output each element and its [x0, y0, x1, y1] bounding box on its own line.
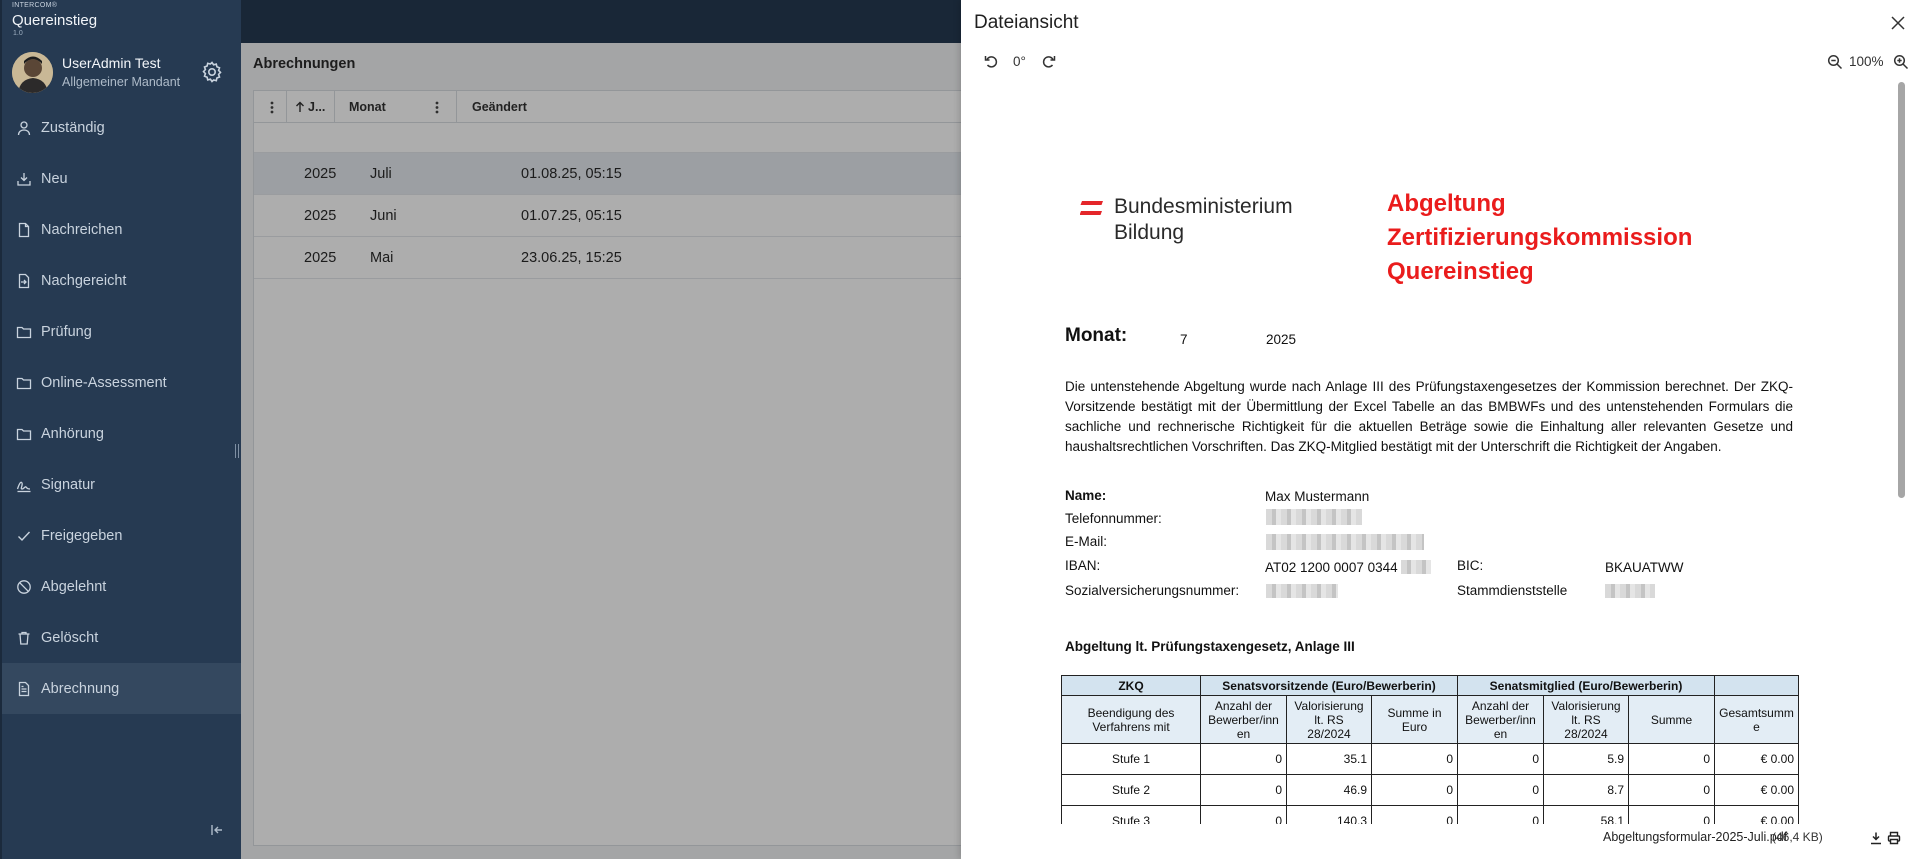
- user-name: UserAdmin Test: [62, 55, 161, 71]
- cell: 0: [1629, 744, 1715, 775]
- sidebar-item-label: Zuständig: [41, 119, 105, 136]
- cell: Stufe 2: [1062, 775, 1201, 806]
- cell: 0: [1458, 806, 1544, 825]
- cell: 0: [1372, 806, 1458, 825]
- cell: 0: [1201, 806, 1287, 825]
- brand-vendor: INTERCOM®: [12, 2, 58, 9]
- email-label: E-Mail:: [1065, 534, 1108, 549]
- group-header: [1715, 676, 1799, 696]
- zoom-value: 100%: [1849, 54, 1884, 69]
- rotate-left-icon[interactable]: [983, 53, 1001, 71]
- sidebar-item-label: Prüfung: [41, 323, 92, 340]
- pdf-page: [1042, 82, 1842, 824]
- sidebar-item-label: Nachgereicht: [41, 272, 127, 289]
- cell-jahr: 2025: [304, 250, 337, 266]
- download-icon[interactable]: [1869, 831, 1883, 845]
- page-title: Abrechnungen: [253, 56, 356, 72]
- bic-value: BKAUATWW: [1605, 560, 1684, 575]
- cell: 0: [1458, 775, 1544, 806]
- brand-version: 1.0: [13, 30, 23, 37]
- cell: 0: [1201, 775, 1287, 806]
- block-icon: [16, 579, 32, 595]
- redacted-phone: [1266, 509, 1362, 525]
- sub-header: Beendigung des Verfahrens mit: [1062, 696, 1201, 744]
- sidebar-item-neu[interactable]: [2, 153, 241, 204]
- cell: € 0.00: [1715, 775, 1799, 806]
- cell-geaendert: 01.07.25, 05:15: [521, 208, 622, 224]
- user-panel: [12, 52, 237, 94]
- sidebar-item-label: Abrechnung: [41, 680, 120, 697]
- file-viewer-drawer: [961, 0, 1917, 859]
- title-line: Quereinstieg: [1387, 258, 1534, 285]
- close-icon[interactable]: [1889, 14, 1907, 32]
- invoice-icon: [16, 681, 32, 697]
- sidebar-item-nachgereicht[interactable]: [2, 255, 241, 306]
- zoom-in-icon[interactable]: [1893, 54, 1911, 72]
- redacted-stammdienststelle: [1605, 584, 1655, 598]
- redacted-email: [1266, 534, 1424, 550]
- cell: 46.9: [1287, 775, 1372, 806]
- iban-value: AT02 1200 0007 0344: [1265, 560, 1398, 575]
- rotate-right-icon[interactable]: [1041, 53, 1059, 71]
- cell: 0: [1629, 806, 1715, 825]
- group-header: Senatsmitglied (Euro/Bewerberin): [1458, 676, 1715, 696]
- sidebar-item-label: Nachreichen: [41, 221, 123, 238]
- sidebar-item-nachreichen[interactable]: [2, 204, 241, 255]
- gear-icon[interactable]: [200, 60, 224, 84]
- cell: 0: [1372, 744, 1458, 775]
- user-tenant: Allgemeiner Mandant: [62, 75, 181, 89]
- name-label: Name:: [1065, 488, 1107, 503]
- signature-icon: [16, 477, 32, 493]
- section-title: Abgeltung lt. Prüfungstaxengesetz, Anlage III: [1065, 639, 1355, 654]
- title-line: Abgeltung: [1387, 190, 1506, 217]
- cell: 58.1: [1544, 806, 1629, 825]
- cell: 0: [1458, 744, 1544, 775]
- sidebar: [0, 0, 241, 859]
- brand-name[interactable]: Quereinstieg: [12, 12, 98, 29]
- title-line: Zertifizierungskommission: [1387, 224, 1693, 251]
- telefon-label: Telefonnummer:: [1065, 511, 1162, 526]
- cell-monat: Mai: [370, 250, 394, 266]
- sub-header: Valorisierung lt. RS 28/2024: [1544, 696, 1629, 744]
- redacted-svnr: [1266, 584, 1338, 598]
- sidebar-item-zustaendig[interactable]: [2, 102, 241, 153]
- logo-line-2: Bildung: [1114, 221, 1185, 244]
- column-label: Geändert: [472, 100, 527, 114]
- sidebar-item-label: Gelöscht: [41, 629, 99, 646]
- collapse-sidebar-icon[interactable]: [209, 822, 225, 838]
- inbox-download-icon: [16, 171, 32, 187]
- cell-monat: Juli: [370, 166, 392, 182]
- table-row: [1062, 806, 1799, 825]
- cell: 8.7: [1544, 775, 1629, 806]
- sidebar-item-pruefung[interactable]: [2, 306, 241, 357]
- group-header: ZKQ: [1062, 676, 1201, 696]
- sub-header: Summe: [1629, 696, 1715, 744]
- file-size: (46,4 KB): [1772, 830, 1823, 844]
- intro-paragraph: Die untenstehende Abgeltung wurde nach Anlage III des Prüfungstaxengesetzes der Kommission berechnet. Der ZKQ-Vorsitzende bestätigt mit der Übermittlung der Excel Tabelle an das BMBWFs und des untenstehenden Formulars die sachliche und rechnerische Richtigkeit für die aktuellen Beträge sowie die Einhaltung aller relevanten Gesetze und haushaltsrechtlichen Vorschriften. Das ZKQ-Mitglied bestätigt mit der Unterschrift die Richtigkeit der Angaben.: [1065, 379, 1793, 454]
- sidebar-item-geloescht[interactable]: [2, 612, 241, 663]
- sidebar-item-anhoerung[interactable]: [2, 408, 241, 459]
- avatar[interactable]: [12, 52, 53, 93]
- sub-header: Gesamtsumm e: [1715, 696, 1799, 744]
- jahr-value: 2025: [1266, 332, 1297, 347]
- cell-jahr: 2025: [304, 208, 337, 224]
- column-label: J...: [308, 100, 326, 114]
- cell: 0: [1372, 775, 1458, 806]
- cell-jahr: 2025: [304, 166, 337, 182]
- group-header: Senatsvorsitzende (Euro/Bewerberin): [1201, 676, 1458, 696]
- check-icon: [16, 528, 32, 544]
- drawer-title: Dateiansicht: [974, 12, 1079, 33]
- table-row: [1062, 744, 1799, 775]
- cell-geaendert: 01.08.25, 05:15: [521, 166, 622, 182]
- austria-flag-logo: [1080, 200, 1104, 216]
- monat-value: 7: [1180, 332, 1188, 347]
- cell: € 0.00: [1715, 806, 1799, 825]
- person-icon: [16, 120, 32, 136]
- document-title: [1387, 187, 1692, 289]
- sidebar-nav: [2, 102, 241, 714]
- sidebar-item-label: Anhörung: [41, 425, 104, 442]
- document-icon: [16, 222, 32, 238]
- cell: 0: [1201, 744, 1287, 775]
- logo-line-1: Bundesministerium: [1114, 195, 1293, 218]
- cell: 5.9: [1544, 744, 1629, 775]
- cell-geaendert: 23.06.25, 15:25: [521, 250, 622, 266]
- document-import-icon: [16, 273, 32, 289]
- sidebar-item-label: Online-Assessment: [41, 374, 167, 391]
- bic-label: BIC:: [1457, 558, 1484, 573]
- name-value: Max Mustermann: [1265, 489, 1370, 504]
- cell: Stufe 3: [1062, 806, 1201, 825]
- sidebar-item-label: Abgelehnt: [41, 578, 107, 595]
- trash-icon: [16, 630, 32, 646]
- cell: 0: [1629, 775, 1715, 806]
- sub-header: Valorisierung lt. RS 28/2024: [1287, 696, 1372, 744]
- cell: € 0.00: [1715, 744, 1799, 775]
- file-name: Abgeltungsformular-2025-Juli.pdf: [1603, 830, 1788, 844]
- iban-label: IBAN:: [1065, 558, 1101, 573]
- cell: Stufe 1: [1062, 744, 1201, 775]
- sidebar-item-online-assessment[interactable]: [2, 357, 241, 408]
- abgeltung-table: [1061, 675, 1799, 824]
- cell-monat: Juni: [370, 208, 397, 224]
- zoom-out-icon[interactable]: [1827, 54, 1845, 72]
- cell: 140.3: [1287, 806, 1372, 825]
- folder-icon: [16, 324, 32, 340]
- folder-icon: [16, 426, 32, 442]
- sidebar-item-label: Neu: [41, 170, 68, 187]
- table-row: [1062, 775, 1799, 806]
- folder-icon: [16, 375, 32, 391]
- sidebar-item-signatur[interactable]: [2, 459, 241, 510]
- rotation-value: 0°: [1013, 54, 1026, 69]
- scrollbar-thumb[interactable]: [1898, 82, 1905, 498]
- sub-header: Anzahl der Bewerber/inn en: [1458, 696, 1544, 744]
- sidebar-resize-handle[interactable]: [235, 444, 239, 458]
- redacted-iban-end: [1401, 560, 1431, 574]
- sidebar-item-abrechnung[interactable]: [2, 663, 241, 714]
- monat-label: Monat:: [1065, 325, 1128, 346]
- sidebar-item-label: Freigegeben: [41, 527, 123, 544]
- column-label: Monat: [349, 100, 386, 114]
- sidebar-item-freigegeben[interactable]: [2, 510, 241, 561]
- sub-header: Summe in Euro: [1372, 696, 1458, 744]
- sidebar-item-abgelehnt[interactable]: [2, 561, 241, 612]
- print-icon[interactable]: [1887, 831, 1901, 845]
- svnr-label: Sozialversicherungsnummer:: [1065, 583, 1240, 598]
- stammdienststelle-label: Stammdienststelle: [1457, 583, 1568, 598]
- cell: 35.1: [1287, 744, 1372, 775]
- sidebar-item-label: Signatur: [41, 476, 96, 493]
- sub-header: Anzahl der Bewerber/inn en: [1201, 696, 1287, 744]
